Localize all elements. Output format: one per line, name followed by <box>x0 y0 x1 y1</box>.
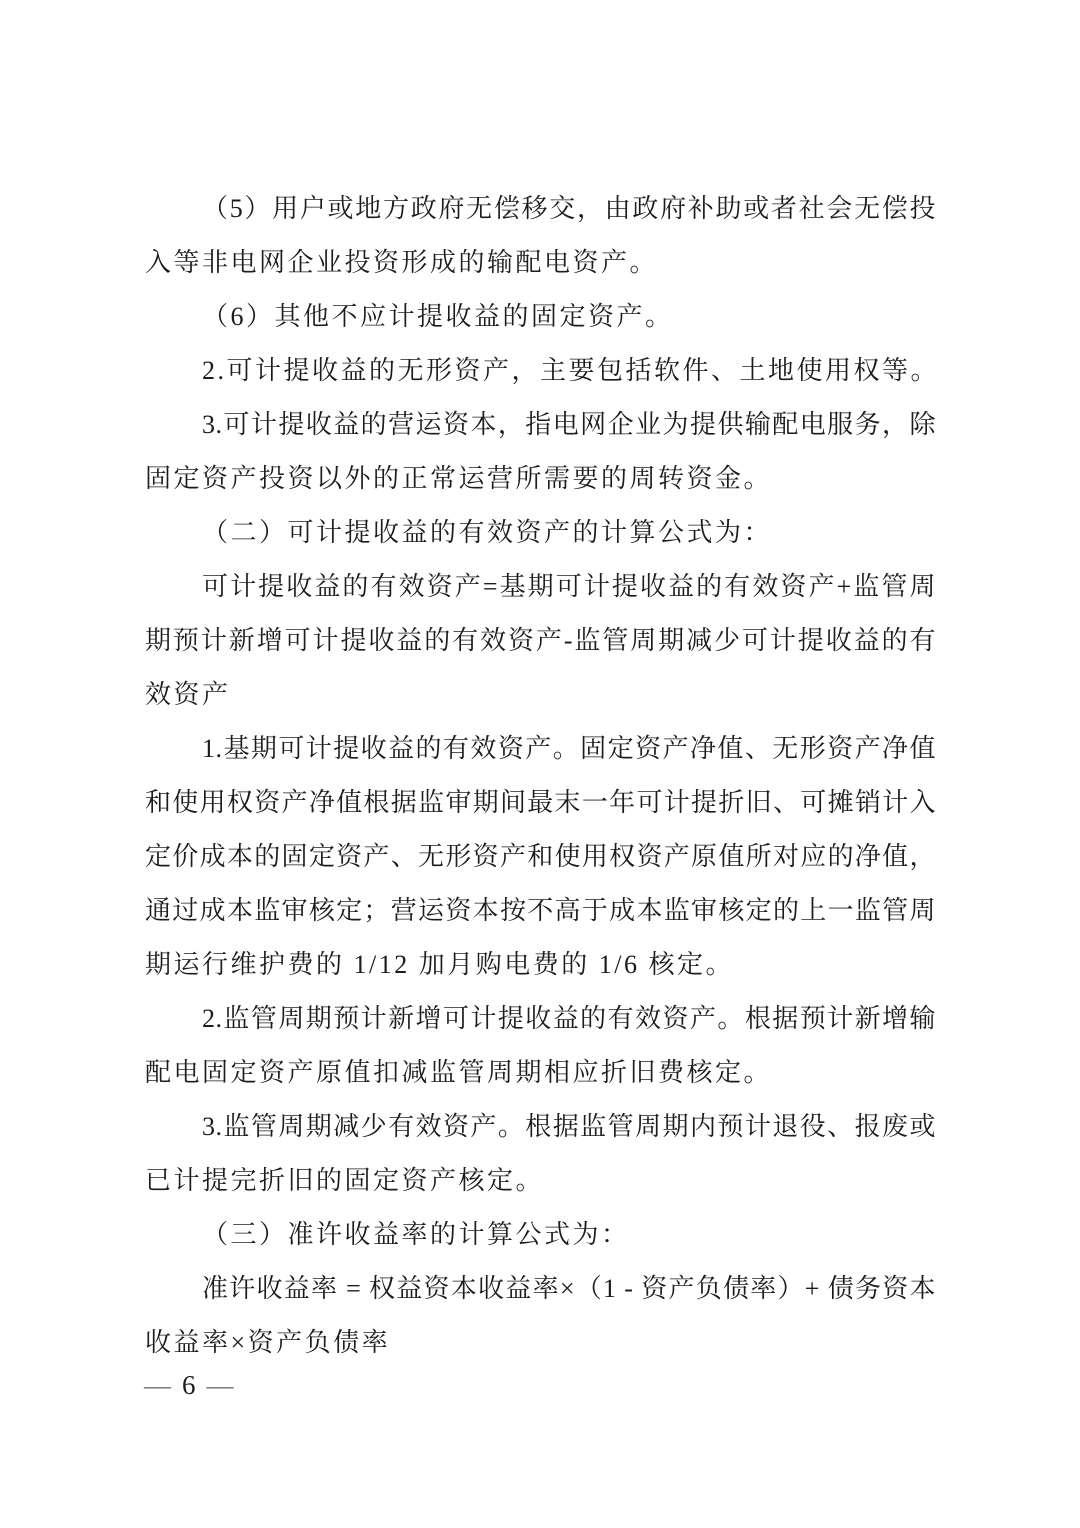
text-line: （5）用户或地方政府无偿移交，由政府补助或者社会无偿投 <box>202 194 936 223</box>
text-line: 2.监管周期预计新增可计提收益的有效资产。根据预计新增输 <box>202 1004 936 1033</box>
text-line: 准许收益率 = 权益资本收益率×（1 - 资产负债率）+ 债务资本 <box>202 1274 936 1303</box>
text-line: 通过成本监审核定；营运资本按不高于成本监审核定的上一监管周 <box>145 896 936 925</box>
text-line: 效资产 <box>145 680 231 709</box>
text-line: 期运行维护费的 1/12 加月购电费的 1/6 核定。 <box>145 950 734 979</box>
text-line: 2.可计提收益的无形资产，主要包括软件、土地使用权等。 <box>202 356 940 385</box>
text-line: 3.监管周期减少有效资产。根据监管周期内预计退役、报废或 <box>202 1112 936 1141</box>
page-number-value: 6 <box>182 1370 196 1400</box>
text-line: 固定资产投资以外的正常运营所需要的周转资金。 <box>145 464 773 493</box>
document-text <box>145 182 940 1370</box>
text-line: 和使用权资产净值根据监审期间最末一年可计提折旧、可摊销计入 <box>145 788 936 817</box>
text-line: 定价成本的固定资产、无形资产和使用权资产原值所对应的净值， <box>145 842 936 871</box>
text-line: （二）可计提收益的有效资产的计算公式为： <box>202 518 773 547</box>
text-line: （三）准许收益率的计算公式为： <box>202 1220 630 1249</box>
text-line: 3.可计提收益的营运资本，指电网企业为提供输配电服务，除 <box>202 410 936 439</box>
text-line: 入等非电网企业投资形成的输配电资产。 <box>145 248 659 277</box>
page-number-right-dash: — <box>206 1370 234 1400</box>
text-line: （6）其他不应计提收益的固定资产。 <box>202 302 674 331</box>
page-number-left-dash: — <box>144 1370 171 1400</box>
text-line: 1.基期可计提收益的有效资产。固定资产净值、无形资产净值 <box>202 734 936 763</box>
page-number <box>144 1360 234 1410</box>
text-line: 配电固定资产原值扣减监管周期相应折旧费核定。 <box>145 1058 773 1087</box>
text-line: 已计提完折旧的固定资产核定。 <box>145 1166 545 1195</box>
text-line: 期预计新增可计提收益的有效资产-监管周期减少可计提收益的有 <box>145 626 936 655</box>
text-line: 可计提收益的有效资产=基期可计提收益的有效资产+监管周 <box>202 572 936 601</box>
text-line: 收益率×资产负债率 <box>145 1328 391 1357</box>
